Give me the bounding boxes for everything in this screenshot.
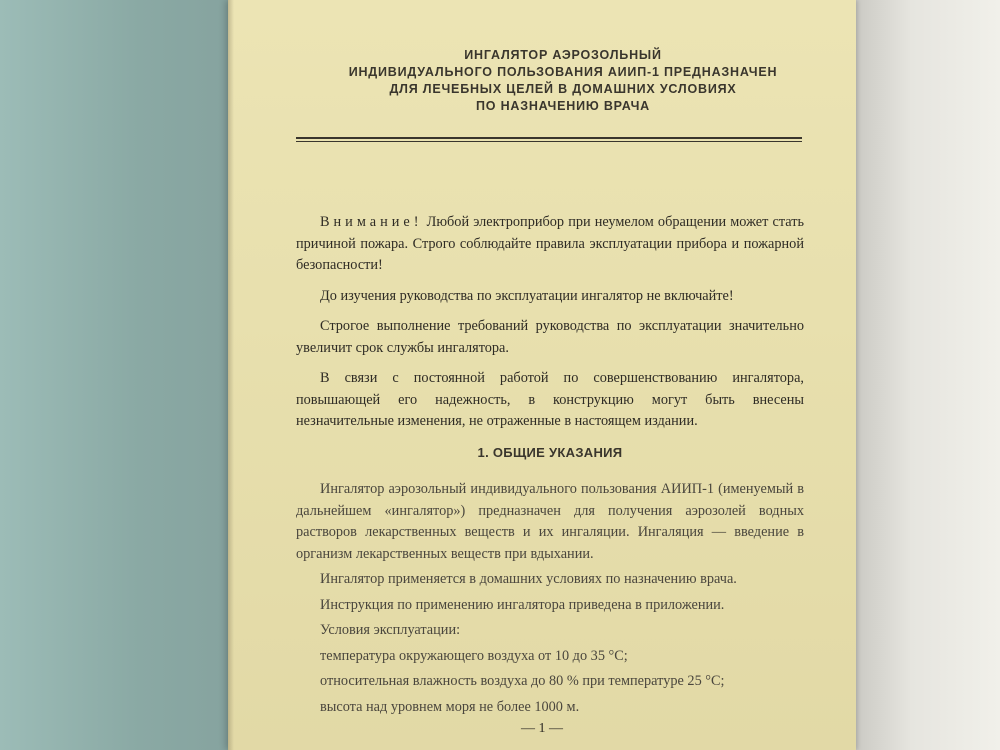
condition-item: температура окружающего воздуха от 10 до 35 °С; — [320, 647, 628, 664]
paragraph: До изучения руководства по эксплуатации ингалятор не включайте! — [320, 287, 734, 304]
heading-line: ИНДИВИДУАЛЬНОГО ПОЛЬЗОВАНИЯ АИИП-1 ПРЕДНАЗНАЧЕН — [348, 65, 778, 79]
section-paragraph: Ингалятор аэрозольный индивидуального пользования АИИП-1 (именуемый в дальнейшем «ингалятор») предназначен для получения аэрозолей водных растворов лекарственных веществ и их ингаляции. Ингаляция — введение в организм лекарственных веществ при вдыхании. — [296, 481, 804, 562]
document-body — [296, 212, 804, 722]
condition-item: высота над уровнем моря не более 1000 м. — [320, 698, 580, 715]
condition-item: относительная влажность воздуха до 80 % при температуре 25 °С; — [320, 673, 725, 689]
document-page — [228, 0, 856, 750]
section-paragraph: Ингалятор применяется в домашних условиях по назначению врача. — [320, 571, 737, 587]
background-board-right — [852, 0, 1000, 750]
warning-paragraph — [296, 212, 804, 277]
document-heading — [278, 47, 848, 115]
section-content — [296, 479, 804, 718]
divider-rule-thin — [296, 141, 802, 142]
background-board-left — [0, 0, 232, 750]
paragraph: Строгое выполнение требований руководства по эксплуатации значительно увеличит срок службы ингалятора. — [296, 318, 804, 356]
page-edge-shadow — [228, 0, 234, 750]
heading-line: ИНГАЛЯТОР АЭРОЗОЛЬНЫЙ — [464, 48, 662, 62]
warning-text: Любой электроприбор при неумелом обращении может стать причиной пожара. Строго соблюдайте правила эксплуатации прибора и пожарной безопасности! — [296, 214, 804, 273]
heading-line: ДЛЯ ЛЕЧЕБНЫХ ЦЕЛЕЙ В ДОМАШНИХ УСЛОВИЯХ — [389, 82, 737, 96]
conditions-title: Условия эксплуатации: — [320, 622, 461, 638]
page-number: — 1 — — [521, 721, 563, 736]
warning-label: Внимание! — [320, 214, 423, 230]
section-paragraph: Инструкция по применению ингалятора приведена в приложении. — [320, 596, 725, 613]
heading-line: ПО НАЗНАЧЕНИЮ ВРАЧА — [475, 99, 650, 113]
paragraph: В связи с постоянной работой по совершенствованию ингалятора, повышающей его надежность, в конструкцию могут быть внесены незначительные изменения, не отраженные в настоящем издании. — [296, 370, 804, 429]
divider-rule-thick — [296, 137, 802, 139]
section-title: 1. ОБЩИЕ УКАЗАНИЯ — [477, 444, 623, 460]
